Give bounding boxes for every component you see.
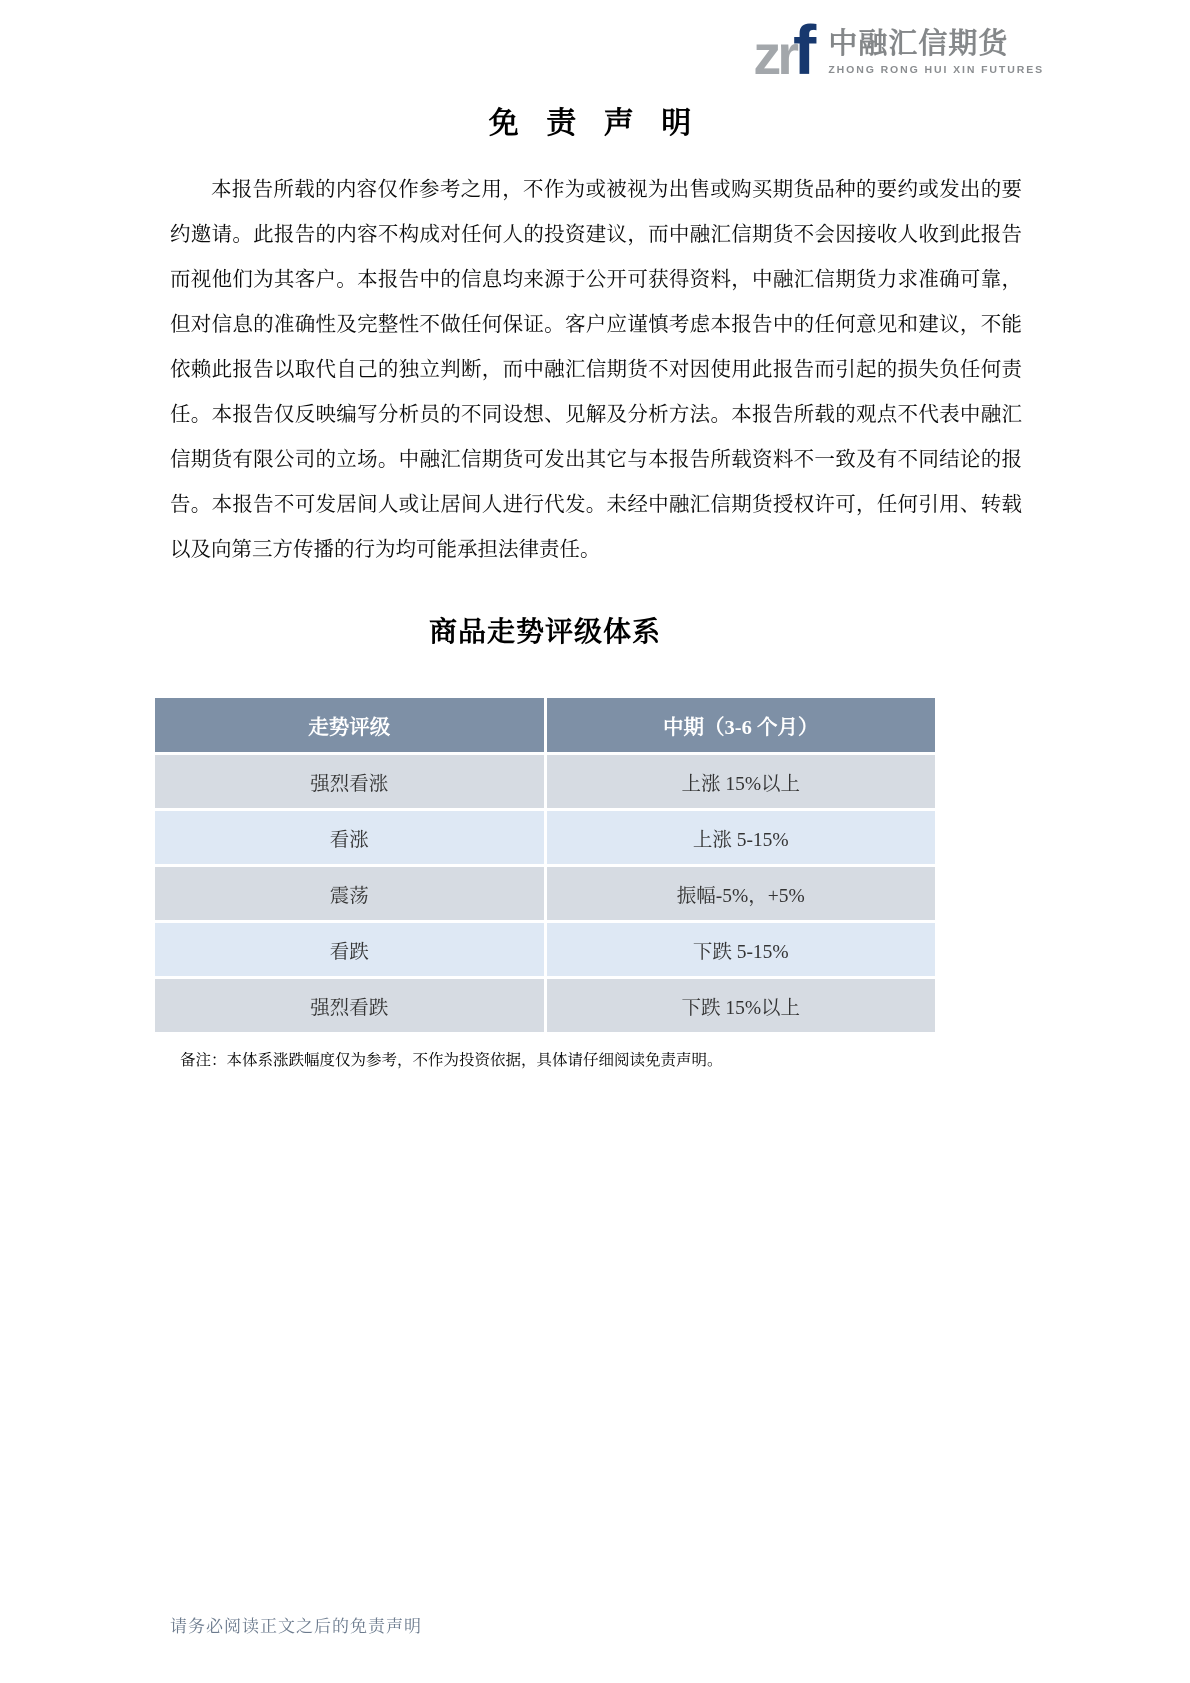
company-logo xyxy=(753,11,1044,89)
company-name: 中融汇信期货 xyxy=(828,28,1009,61)
header-cell-period: 中期（3-6 个月） xyxy=(547,698,936,752)
table-row xyxy=(155,755,935,808)
cell-rating: 强烈看涨 xyxy=(155,755,544,808)
cell-rating: 看涨 xyxy=(155,811,544,864)
cell-rating: 强烈看跌 xyxy=(155,979,544,1032)
rating-table xyxy=(155,698,935,1035)
cell-range: 上涨 5-15% xyxy=(547,811,936,864)
disclaimer-paragraph: 本报告所载的内容仅作参考之用，不作为或被视为出售或购买期货品种的要约或发出的要约邀请。此报告的内容不构成对任何人的投资建议，而中融汇信期货不会因接收人收到此报告而视他们为其客户。本报告中的信息均来源于公开可获得资料，中融汇信期货力求准确可靠，但对信息的准确性及完整性不做任何保证。客户应谨慎考虑本报告中的任何意见和建议，不能依赖此报告以取代自己的独立判断，而中融汇信期货不对因使用此报告而引起的损失负任何责任。本报告仅反映编写分析员的不同设想、见解及分析方法。本报告所载的观点不代表中融汇信期货有限公司的立场。中融汇信期货可发出其它与本报告所载资料不一致及有不同结论的报告。本报告不可发居间人或让居间人进行代发。未经中融汇信期货授权许可，任何引用、转载以及向第三方传播的行为均可能承担法律责任。 xyxy=(170,179,1022,561)
table-row xyxy=(155,979,935,1032)
table-note: 备注：本体系涨跌幅度仅为参考，不作为投资依据，具体请仔细阅读免责声明。 xyxy=(180,1052,723,1069)
footer-disclaimer: 请务必阅读正文之后的免责声明 xyxy=(170,1617,422,1636)
table-row xyxy=(155,923,935,976)
cell-range: 下跌 5-15% xyxy=(547,923,936,976)
rating-section-title: 商品走势评级体系 xyxy=(428,617,661,648)
logo-zr-letters: zr xyxy=(753,23,796,87)
table-header-row xyxy=(155,698,935,752)
logo-f-letter: f xyxy=(793,11,817,89)
header-cell-rating: 走势评级 xyxy=(155,698,544,752)
cell-range: 振幅-5%，+5% xyxy=(547,867,936,920)
cell-rating: 震荡 xyxy=(155,867,544,920)
page-title: 免 责 声 明 xyxy=(488,107,702,140)
cell-range: 上涨 15%以上 xyxy=(547,755,936,808)
cell-rating: 看跌 xyxy=(155,923,544,976)
table-row xyxy=(155,867,935,920)
company-tagline: ZHONG RONG HUI XIN FUTURES xyxy=(828,64,1044,76)
logo-wordmark xyxy=(828,29,1044,78)
logo-mark xyxy=(753,11,817,89)
cell-range: 下跌 15%以上 xyxy=(547,979,936,1032)
table-row xyxy=(155,811,935,864)
